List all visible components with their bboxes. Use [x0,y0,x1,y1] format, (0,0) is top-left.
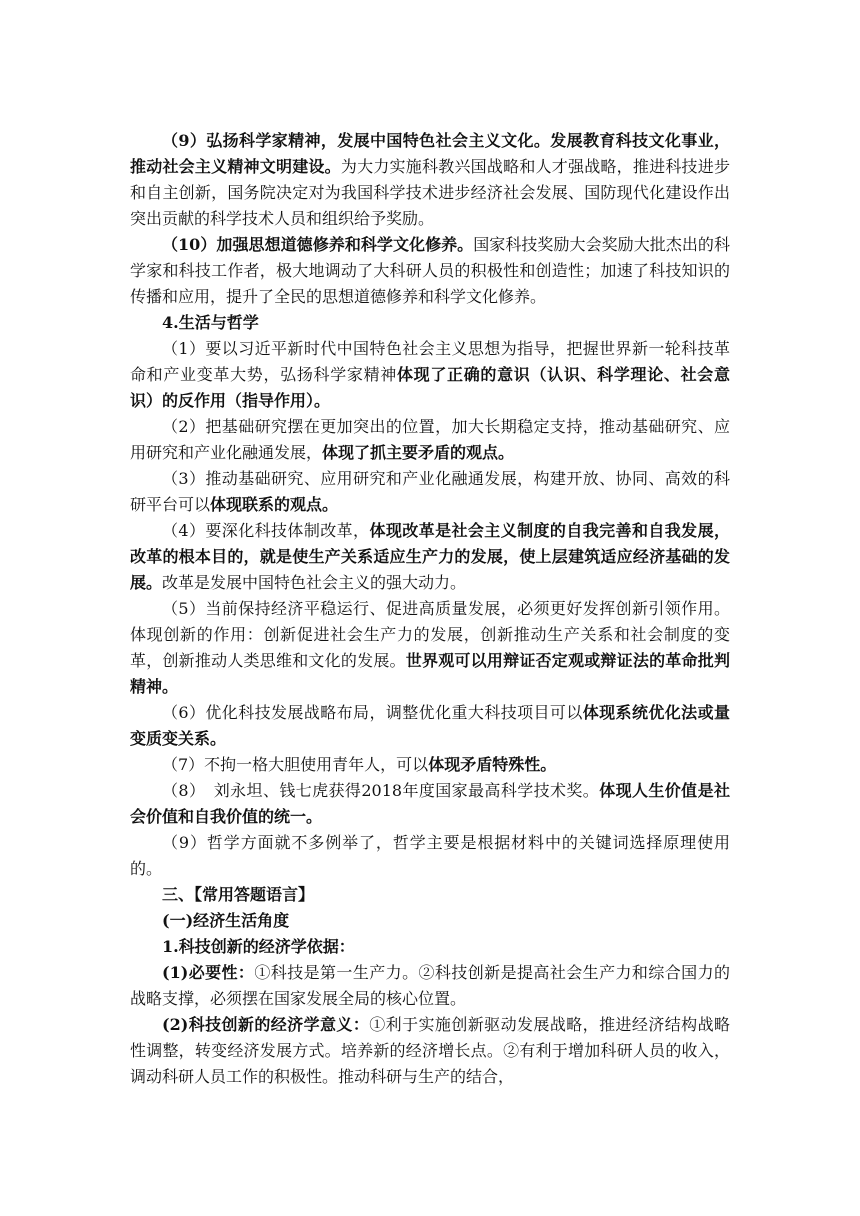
paragraph [130,414,730,466]
paragraph [130,336,730,414]
paragraph [130,882,730,908]
bold-text: 体现人生价值是社会价值和自我价值的统一。 [130,781,730,826]
bold-text: （10）加强思想道德修养和科学文化修养。 [162,235,474,254]
body-text: ①科技是第一生产力。②科技创新是提高社会生产力和综合国力的战略支撑，必须摆在国家发展全局的核心位置。 [130,963,730,1008]
bold-text: 1.科技创新的经济学依据： [162,937,355,956]
bold-text: 体现改革是社会主义制度的自我完善和自我发展，改革的根本目的，就是使生产关系适应生产力的发展，使上层建筑适应经济基础的发展。 [130,521,730,592]
paragraph [130,128,730,232]
body-text: （6）优化科技发展战略布局，调整优化重大科技项目可以 [162,703,583,722]
bold-text: (2)科技创新的经济学意义： [162,1015,370,1034]
paragraph [130,960,730,1012]
paragraph [130,1012,730,1090]
paragraph [130,310,730,336]
bold-text: 体现矛盾特殊性。 [428,755,557,774]
paragraph [130,934,730,960]
body-text: （3）推动基础研究、应用研究和产业化融通发展，构建开放、协同、高效的科研平台可以 [130,469,730,514]
bold-text: 4.生活与哲学 [162,313,259,332]
body-text: （5）当前保持经济平稳运行、促进高质量发展，必须更好发挥创新引领作用。体现创新的作用：创新促进社会生产力的发展，创新推动生产关系和社会制度的变革，创新推动人类思维和文化的发展。 [130,599,730,670]
paragraph [130,466,730,518]
paragraph [130,518,730,596]
bold-text: 体现联系的观点。 [210,495,339,514]
paragraph [130,700,730,752]
paragraph [130,908,730,934]
paragraph [130,752,730,778]
body-text: （2）把基础研究摆在更加突出的位置，加大长期稳定支持，推动基础研究、应用研究和产业化融通发展， [130,417,730,462]
paragraph [130,232,730,310]
body-text: 改革是发展中国特色社会主义的强大动力。 [162,573,467,592]
body-text: （1）要以习近平新时代中国特色社会主义思想为指导，把握世界新一轮科技革命和产业变革大势，弘扬科学家精神 [130,339,730,384]
document-page [130,128,730,1090]
body-text: ①利于实施创新驱动发展战略，推进经济结构战略性调整，转变经济发展方式。培养新的经济增长点。②有利于增加科研人员的收入，调动科研人员工作的积极性。推动科研与生产的结合， [130,1015,730,1086]
bold-text: 体现了抓主要矛盾的观点。 [322,443,515,462]
body-text: （9）哲学方面就不多例举了，哲学主要是根据材料中的关键词选择原理使用的。 [130,833,730,878]
body-text: （7）不拘一格大胆使用青年人，可以 [162,755,429,774]
body-text: 国家科技奖励大会奖励大批杰出的科学家和科技工作者，极大地调动了大科研人员的积极性和创造性；加速了科技知识的传播和应用，提升了全民的思想道德修养和科学文化修养。 [130,235,730,306]
bold-text: (1)必要性： [162,963,255,982]
body-text: （4）要深化科技体制改革， [162,521,370,540]
bold-text: (一)经济生活角度 [162,911,290,930]
paragraph [130,596,730,700]
paragraph [130,778,730,830]
paragraph [130,830,730,882]
body-text: 为大力实施科教兴国战略和人才强战略，推进科技进步和自主创新，国务院决定对为我国科学技术进步经济社会发展、国防现代化建设作出突出贡献的科学技术人员和组织给予奖励。 [130,157,730,228]
bold-text: 体现了正确的意识（认识、科学理论、社会意识）的反作用（指导作用）。 [130,365,730,410]
bold-text: 体现系统优化法或量变质变关系。 [130,703,730,748]
bold-text: 三、【常用答题语言】 [162,885,315,904]
bold-text: （9）弘扬科学家精神，发展中国特色社会主义文化。发展教育科技文化事业，推动社会主义精神文明建设。 [130,131,730,176]
bold-text: 世界观可以用辩证否定观或辩证法的革命批判精神。 [130,651,730,696]
body-text: （8） 刘永坦、钱七虎获得2018年度国家最高科学技术奖。 [162,781,600,800]
